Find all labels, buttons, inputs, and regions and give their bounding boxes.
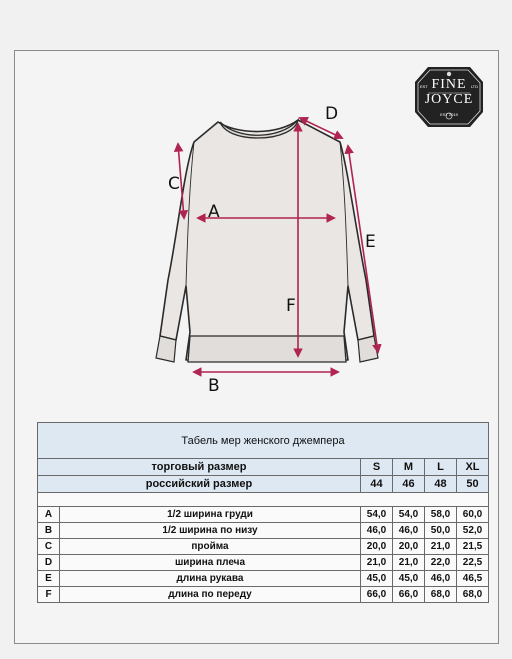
russian-size-label: российский размер bbox=[38, 476, 361, 493]
row-value: 46,5 bbox=[457, 571, 489, 587]
row-name: ширина плеча bbox=[60, 555, 361, 571]
row-value: 68,0 bbox=[457, 587, 489, 603]
row-value: 45,0 bbox=[361, 571, 393, 587]
label-a: A bbox=[208, 202, 220, 222]
trade-size-label: торговый размер bbox=[38, 459, 361, 476]
sweater-waistband bbox=[188, 336, 346, 362]
row-value: 58,0 bbox=[425, 507, 457, 523]
row-letter: A bbox=[38, 507, 60, 523]
label-b: B bbox=[208, 376, 220, 396]
table-row bbox=[38, 587, 489, 603]
row-name: длина рукава bbox=[60, 571, 361, 587]
row-value: 21,0 bbox=[361, 555, 393, 571]
row-value: 50,0 bbox=[425, 523, 457, 539]
left-cuff bbox=[156, 336, 176, 362]
row-value: 52,0 bbox=[457, 523, 489, 539]
logo-line-2: JOYCE bbox=[424, 92, 474, 107]
row-letter: C bbox=[38, 539, 60, 555]
row-value: 46,0 bbox=[425, 571, 457, 587]
logo-bottom-text: EST 2019 bbox=[440, 112, 458, 117]
sweater-illustration bbox=[128, 100, 398, 400]
row-letter: F bbox=[38, 587, 60, 603]
row-name: пройма bbox=[60, 539, 361, 555]
ru-size-44: 44 bbox=[361, 476, 393, 493]
size-m: M bbox=[393, 459, 425, 476]
ru-size-46: 46 bbox=[393, 476, 425, 493]
ru-size-50: 50 bbox=[457, 476, 489, 493]
row-value: 20,0 bbox=[393, 539, 425, 555]
table-row bbox=[38, 523, 489, 539]
brand-logo bbox=[414, 66, 484, 128]
table-spacer bbox=[38, 493, 489, 507]
logo-line-1: FINE bbox=[431, 77, 467, 92]
right-cuff bbox=[358, 336, 378, 362]
row-value: 21,0 bbox=[425, 539, 457, 555]
logo-left-side: EST bbox=[420, 84, 428, 89]
label-e: E bbox=[365, 232, 376, 252]
label-c: C bbox=[168, 174, 180, 194]
row-value: 54,0 bbox=[361, 507, 393, 523]
row-letter: E bbox=[38, 571, 60, 587]
row-letter: B bbox=[38, 523, 60, 539]
row-letter: D bbox=[38, 555, 60, 571]
size-table bbox=[37, 422, 489, 603]
table-title-row bbox=[38, 423, 489, 459]
label-d: D bbox=[325, 104, 339, 124]
row-name: длина по переду bbox=[60, 587, 361, 603]
size-xl: XL bbox=[457, 459, 489, 476]
row-value: 21,5 bbox=[457, 539, 489, 555]
trade-size-row bbox=[38, 459, 489, 476]
sweater-diagram bbox=[128, 100, 398, 400]
size-l: L bbox=[425, 459, 457, 476]
ru-size-48: 48 bbox=[425, 476, 457, 493]
row-value: 21,0 bbox=[393, 555, 425, 571]
size-s: S bbox=[361, 459, 393, 476]
table-row bbox=[38, 507, 489, 523]
row-value: 54,0 bbox=[393, 507, 425, 523]
table-row bbox=[38, 571, 489, 587]
row-name: 1/2 ширина по низу bbox=[60, 523, 361, 539]
table-title: Табель мер женского джемпера bbox=[38, 423, 489, 459]
row-name: 1/2 ширина груди bbox=[60, 507, 361, 523]
table-row bbox=[38, 555, 489, 571]
table-row bbox=[38, 539, 489, 555]
row-value: 22,5 bbox=[457, 555, 489, 571]
logo-right-side: LTD bbox=[470, 84, 478, 89]
row-value: 66,0 bbox=[393, 587, 425, 603]
row-value: 22,0 bbox=[425, 555, 457, 571]
label-f: F bbox=[286, 296, 296, 316]
sweater-body bbox=[160, 120, 374, 360]
row-value: 20,0 bbox=[361, 539, 393, 555]
row-value: 46,0 bbox=[393, 523, 425, 539]
russian-size-row bbox=[38, 476, 489, 493]
row-value: 66,0 bbox=[361, 587, 393, 603]
row-value: 60,0 bbox=[457, 507, 489, 523]
row-value: 46,0 bbox=[361, 523, 393, 539]
row-value: 45,0 bbox=[393, 571, 425, 587]
row-value: 68,0 bbox=[425, 587, 457, 603]
